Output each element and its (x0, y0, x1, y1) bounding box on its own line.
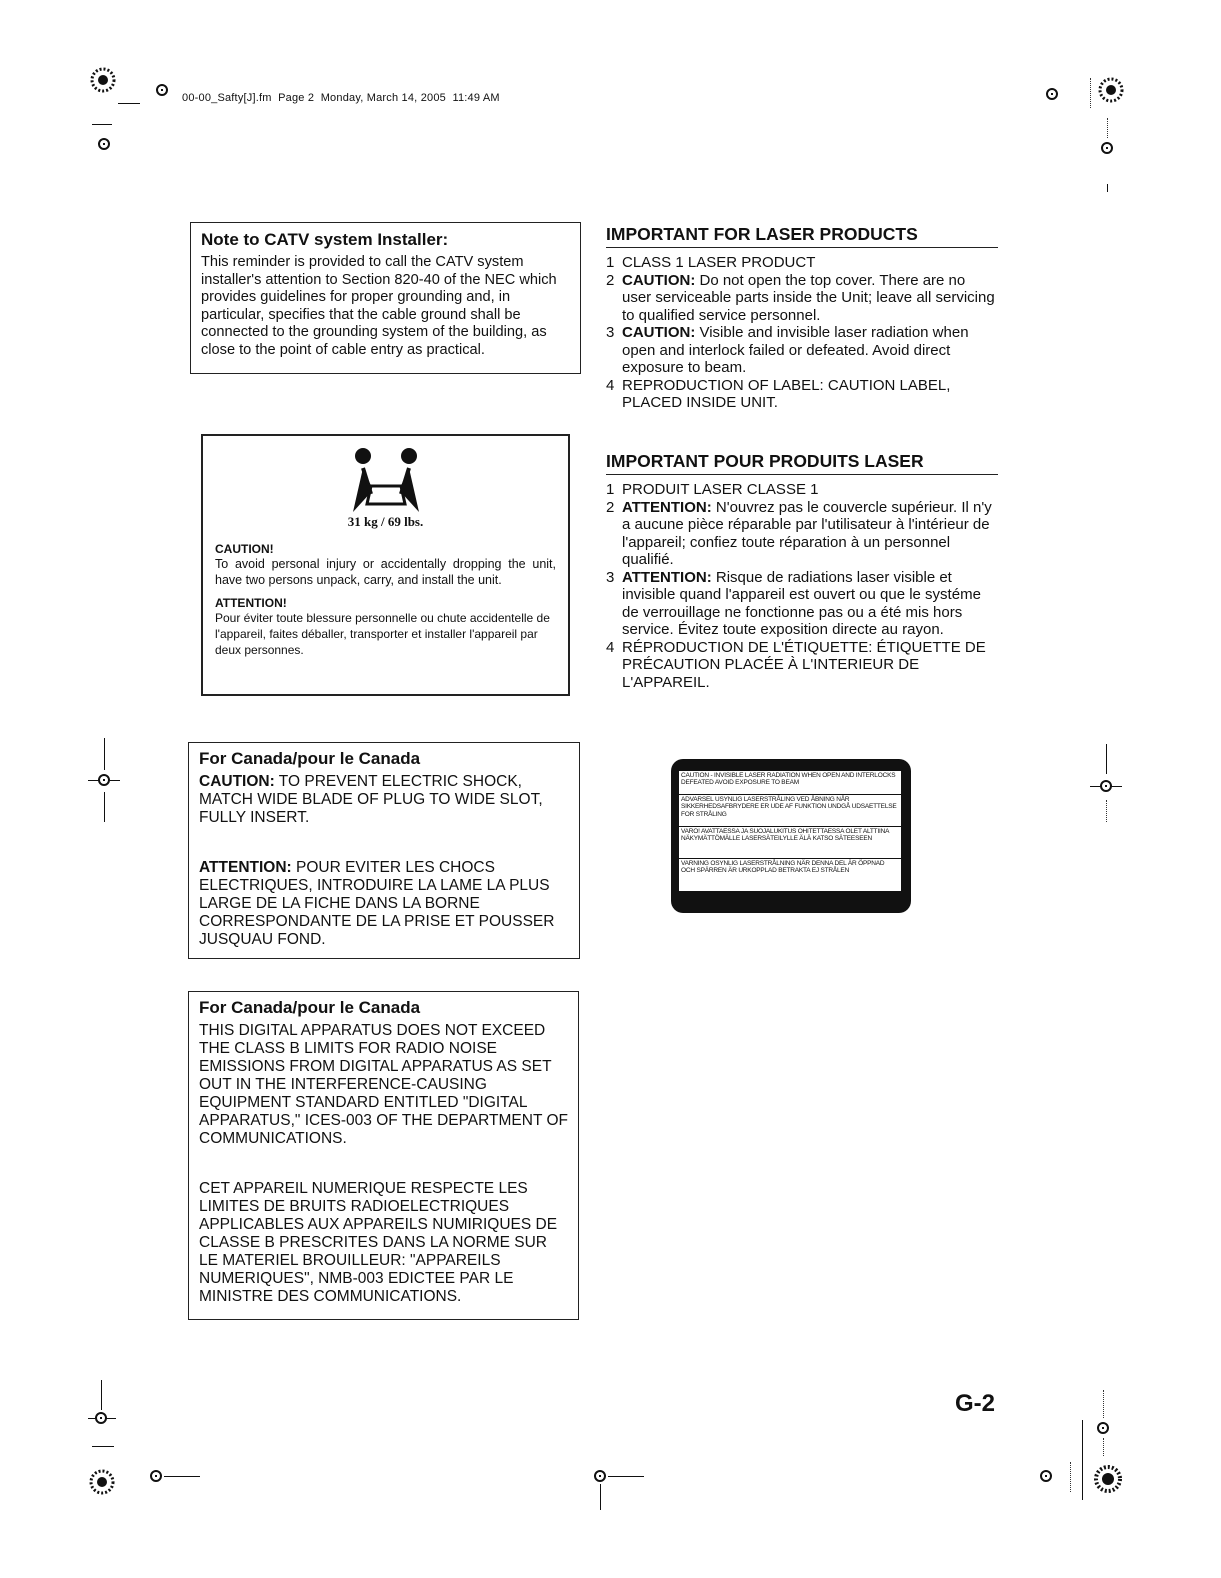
item-number: 3 (606, 568, 615, 586)
label-row: ADVARSEL USYNLIG LASERSTRÅLING VED ÅBNING NÅR SIKKERHEDSAFBRYDERE ER UDE AF FUNKTION UNDGÅ UDSAETTELSE FOR STRÅLING (679, 795, 901, 827)
weight-caution-box (201, 434, 570, 696)
crop-line (600, 1484, 601, 1510)
laser-fr-list (606, 481, 998, 691)
canada-digital-french: CET APPAREIL NUMERIQUE RESPECTE LES LIMITES DE BRUITS RADIOELECTRIQUES APPLICABLES AUX APPAREILS NUMIRIQUES DE CLASSE B PRESCRITES DANS LA NORME SUR LE MATERIEL BROUILLEUR: "APPAREILS NUMERIQUES", NMB-003 EDICTEE PAR LE MINISTRE DES COMMUNICATIONS. (199, 1180, 558, 1305)
crop-line (1082, 1420, 1083, 1500)
crop-line (1107, 118, 1108, 138)
canada-digital-title: For Canada/pour le Canada (199, 998, 421, 1017)
canada-plug-attention (199, 859, 569, 949)
item-number: 1 (606, 481, 615, 498)
item-text: REPRODUCTION OF LABEL: CAUTION LABEL, PLACED INSIDE UNIT. (622, 376, 951, 411)
item-number: 4 (606, 376, 615, 394)
item-text: PRODUIT LASER CLASSE 1 (622, 481, 819, 498)
list-item (606, 569, 998, 639)
caution-text: To avoid personal injury or accidentally dropping the unit, have two persons unpack, carry, and install the unit. (215, 557, 556, 587)
registration-mark (1097, 1422, 1109, 1434)
crop-line (1103, 1438, 1104, 1456)
registration-mark (150, 1470, 162, 1482)
item-text: Do not open the top cover. There are no user serviceable parts inside the Unit; leave all servicing to qualified service personnel. (622, 271, 995, 324)
item-number: 3 (606, 324, 615, 341)
corner-mark-bottom-left (88, 1460, 118, 1502)
label-row: VARO! AVATTAESSA JA SUOJALUKITUS OHITETTAESSA OLET ALTTIINA NÄKYMÄTTÖMÄLLE LASERSÄTEILYLLE ÄLÄ KATSO SÄTEESEEN (679, 827, 901, 859)
laser-en-heading: IMPORTANT FOR LASER PRODUCTS (606, 224, 998, 248)
registration-mark (1046, 88, 1058, 100)
registration-mark (95, 1412, 107, 1424)
item-text: CLASS 1 LASER PRODUCT (622, 254, 816, 271)
two-person-lift-icon (215, 446, 556, 516)
caution-label: CAUTION: (199, 773, 275, 790)
laser-fr-heading: IMPORTANT POUR PRODUITS LASER (606, 451, 998, 475)
list-item (606, 254, 998, 272)
attention-label: ATTENTION: (199, 859, 292, 876)
registration-mark (1100, 780, 1112, 792)
registration-mark (1040, 1470, 1052, 1482)
item-text: N'ouvrez pas le couvercle supérieur. Il n'y a aucune pièce réparable par l'utilisateur à l'intérieur de l'appareil; confiez toute réparation à un personnel qualifié. (622, 498, 992, 568)
list-item (606, 499, 998, 569)
crop-line (1107, 184, 1108, 192)
item-number: 2 (606, 271, 615, 289)
crop-line (1103, 1390, 1104, 1418)
catv-note-title: Note to CATV system Installer: (201, 230, 449, 249)
crop-line (92, 1446, 114, 1447)
canada-digital-box (188, 991, 579, 1320)
item-text: Risque de radiations laser visible et invisible quand l'appareil est ouvert ou que le systéme de verrouillage ne fonctionne pas ou a été mis hors service. Évitez toute exposition directe au rayon. (622, 568, 981, 638)
crop-line (101, 1380, 102, 1410)
item-text: RÉPRODUCTION DE L'ÉTIQUETTE: ÉTIQUETTE DE PRÉCAUTION PLACÉE À L'INTERIEUR DE L'APPAREIL. (622, 638, 986, 691)
crop-line (104, 738, 105, 770)
weight-value: 31 kg / 69 lbs. (347, 514, 424, 529)
file-info-line: 00-00_Safty[J].fm Page 2 Monday, March 14, 2005 11:49 AM (182, 92, 500, 104)
catv-note-body: This reminder is provided to call the CATV system installer's attention to Section 820-40 of the NEC which provides guidelines for proper grounding and, in particular, specifies that the cable ground shall be connected to the grounding system of the building, as close to the point of cable entry as practical. (201, 254, 557, 358)
crop-line (104, 792, 105, 822)
attention-text: Pour éviter toute blessure personnelle ou chute accidentelle de l'appareil, faites déballer, transporter et installer l'appareil par deux personnes. (215, 611, 550, 657)
item-number: 1 (606, 254, 615, 271)
registration-mark (98, 774, 110, 786)
page-number: G-2 (955, 1390, 996, 1417)
crop-line (1106, 744, 1107, 774)
list-item (606, 481, 998, 499)
crop-line (92, 124, 112, 125)
registration-mark (98, 138, 110, 150)
list-item (606, 272, 998, 325)
registration-mark (156, 84, 168, 96)
crop-line (1106, 800, 1107, 822)
registration-mark (1101, 142, 1113, 154)
laser-caution-label-text (679, 771, 901, 891)
crop-line (118, 103, 140, 104)
catv-note-box (190, 222, 581, 374)
item-number: 2 (606, 498, 615, 516)
crop-line (608, 1476, 644, 1477)
item-number: 4 (606, 638, 615, 656)
item-label: ATTENTION: (622, 568, 712, 586)
canada-plug-box (188, 742, 580, 959)
item-label: CAUTION: (622, 324, 696, 341)
caution-heading: CAUTION! (215, 542, 274, 556)
label-row: VARNING OSYNLIG LASERSTRÅLNING NÄR DENNA DEL ÄR ÖPPNAD OCH SPÄRREN ÄR URKOPPLAD BETRAKTA EJ STRÅLEN (681, 860, 885, 875)
corner-mark-top-right (1096, 70, 1126, 110)
corner-mark-top-left (88, 62, 118, 102)
item-label: CAUTION: (622, 271, 696, 289)
label-row: CAUTION - INVISIBLE LASER RADIATION WHEN OPEN AND INTERLOCKS DEFEATED AVOID EXPOSURE TO BEAM (679, 771, 901, 795)
canada-digital-english: THIS DIGITAL APPARATUS DOES NOT EXCEED THE CLASS B LIMITS FOR RADIO NOISE EMISSIONS FROM DIGITAL APPARATUS AS SET OUT IN THE INTERFERENCE-CAUSING EQUIPMENT STANDARD ENTITLED "DIGITAL APPARATUS," ICES-003 OF THE DEPARTMENT OF COMMUNICATIONS. (199, 1022, 568, 1147)
canada-plug-caution (199, 773, 569, 827)
list-item (606, 377, 998, 412)
corner-mark-bottom-right (1090, 1456, 1122, 1502)
canada-plug-title: For Canada/pour le Canada (199, 749, 421, 768)
crop-line (164, 1476, 200, 1477)
caution-text: TO PREVENT ELECTRIC SHOCK, MATCH WIDE BLADE OF PLUG TO WIDE SLOT, FULLY INSERT. (199, 773, 543, 826)
attention-text: POUR EVITER LES CHOCS ELECTRIQUES, INTRODUIRE LA LAME LA PLUS LARGE DE LA FICHE DANS LA BORNE CORRESPONDANTE DE LA PRISE ET POUSSER JUSQUAU FOND. (199, 859, 555, 948)
registration-mark (594, 1470, 606, 1482)
crop-line (1090, 78, 1091, 108)
laser-en-list (606, 254, 998, 412)
list-item (606, 639, 998, 692)
item-label: ATTENTION: (622, 498, 712, 516)
attention-heading: ATTENTION! (215, 596, 287, 610)
crop-line (1070, 1462, 1071, 1492)
list-item (606, 324, 998, 377)
item-text: Visible and invisible laser radiation when open and interlock failed or defeated. Avoid direct exposure to beam. (622, 324, 969, 376)
